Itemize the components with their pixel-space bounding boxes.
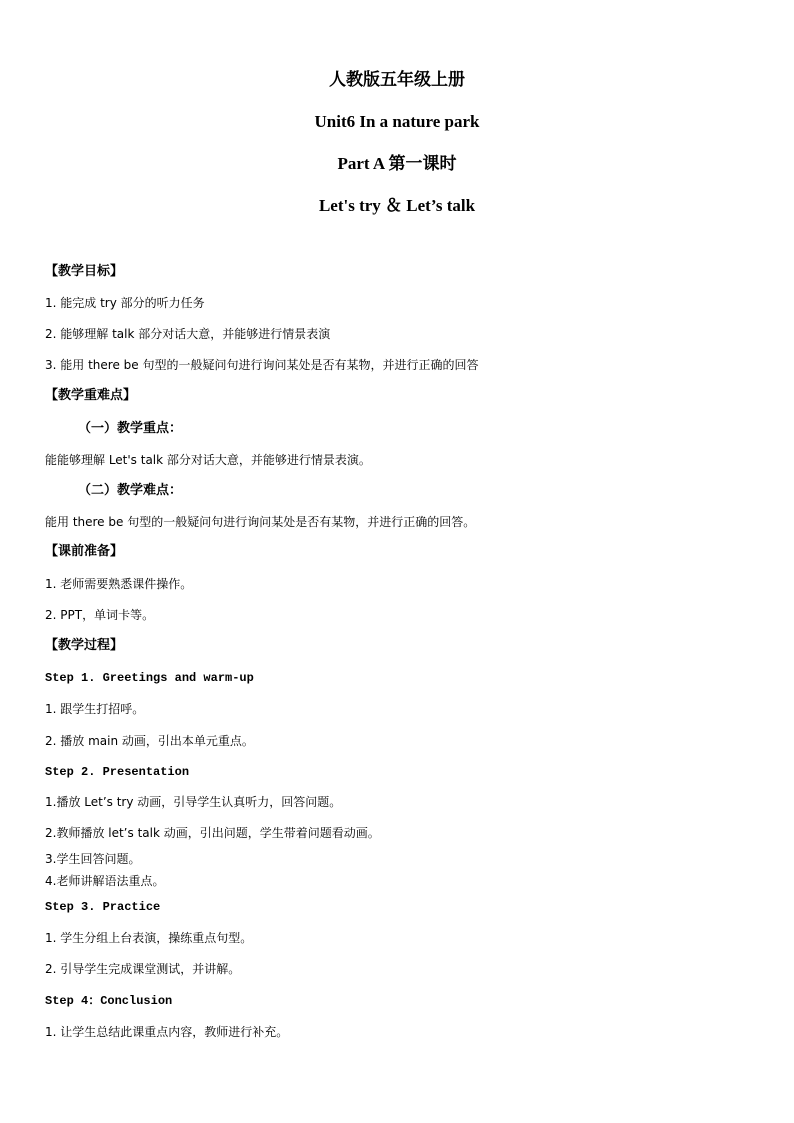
unit-title: Unit6 In a nature park: [314, 112, 480, 131]
step2-title: Step 2. Presentation: [45, 765, 190, 779]
objective-item: 1. 能完成 try 部分的听力任务: [45, 296, 205, 310]
part-title: Part A 第一课时: [337, 154, 457, 173]
preparation-item: 1. 老师需要熟悉课件操作。: [45, 577, 193, 591]
lesson-title: Let's try ＆ Let’s talk: [318, 196, 476, 215]
step2-item: 3.学生回答问题。: [45, 852, 141, 866]
step2-item: 4.老师讲解语法重点。: [45, 874, 165, 888]
process-heading: 【教学过程】: [45, 638, 124, 653]
step4-title: Step 4：Conclusion: [45, 994, 173, 1008]
objective-item: 2. 能够理解 talk 部分对话大意，并能够进行情景表演: [45, 327, 331, 341]
preparation-heading: 【课前准备】: [45, 544, 124, 559]
focus-text: 能能够理解 Let's talk 部分对话大意，并能够进行情景表演。: [45, 453, 371, 467]
step3-item: 1. 学生分组上台表演，操练重点句型。: [45, 931, 253, 945]
step1-item: 1. 跟学生打招呼。: [45, 702, 145, 716]
key-points-heading: 【教学重难点】: [45, 388, 137, 403]
difficulty-label: （二）教学难点：: [78, 483, 183, 498]
step3-title: Step 3. Practice: [45, 900, 161, 914]
step1-item: 2. 播放 main 动画，引出本单元重点。: [45, 734, 254, 748]
step2-item: 1.播放 Let’s try 动画，引导学生认真听力，回答问题。: [45, 795, 342, 809]
step2-item: 2.教师播放 let’s talk 动画，引出问题，学生带着问题看动画。: [45, 826, 380, 840]
difficulty-text: 能用 there be 句型的一般疑问句进行询问某处是否有某物，并进行正确的回答。: [45, 515, 476, 529]
step1-title: Step 1. Greetings and warm-up: [45, 671, 254, 685]
objective-item: 3. 能用 there be 句型的一般疑问句进行询问某处是否有某物，并进行正确的回答: [45, 358, 479, 372]
preparation-item: 2. PPT，单词卡等。: [45, 608, 155, 622]
objectives-heading: 【教学目标】: [45, 264, 124, 279]
step4-item: 1. 让学生总结此课重点内容，教师进行补充。: [45, 1025, 289, 1039]
document-title: 人教版五年级上册: [329, 70, 465, 89]
step3-item: 2. 引导学生完成课堂测试，并讲解。: [45, 962, 241, 976]
focus-label: （一）教学重点：: [78, 421, 183, 436]
